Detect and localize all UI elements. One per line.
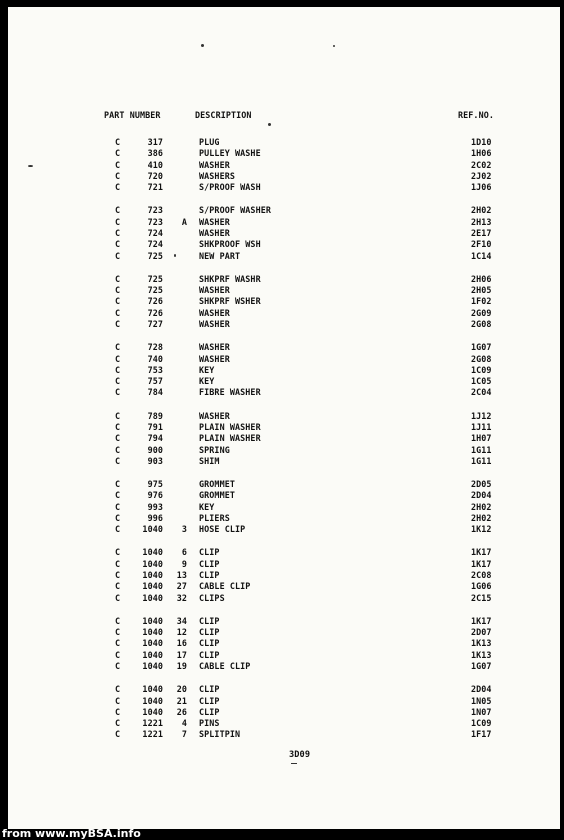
part-description: CLIPS — [199, 592, 225, 603]
part-number: 1040 — [142, 524, 163, 535]
footer-underline — [291, 763, 297, 764]
scan-speck — [333, 45, 335, 47]
part-number: 789 — [147, 410, 163, 421]
table-row — [8, 228, 560, 239]
part-description: CLIP — [199, 695, 220, 706]
table-row — [8, 171, 560, 182]
part-prefix: C — [115, 718, 121, 729]
table-row — [8, 433, 560, 444]
part-prefix: C — [115, 170, 121, 181]
ref-number: 1C09 — [471, 364, 492, 375]
part-sub-number: 34 — [176, 615, 187, 626]
part-number: 996 — [147, 512, 163, 523]
table-row — [8, 376, 560, 387]
part-prefix: C — [115, 273, 121, 284]
part-description: CLIP — [199, 615, 220, 626]
scan-speck — [174, 254, 176, 257]
table-row — [8, 570, 560, 581]
ref-number: 2H02 — [471, 501, 492, 512]
part-sub-number: 17 — [176, 649, 187, 660]
part-description: SHKPROOF WSH — [199, 239, 261, 250]
table-row — [8, 718, 560, 729]
ref-number: 1G07 — [471, 661, 492, 671]
part-description: CLIP — [199, 558, 220, 569]
part-number: 1221 — [142, 718, 163, 729]
part-description: CABLE CLIP — [199, 661, 251, 671]
part-description: SPRING — [199, 444, 230, 455]
part-sub-number: 21 — [176, 695, 187, 706]
ref-number: 1G11 — [471, 444, 492, 455]
document-page — [8, 7, 560, 829]
part-prefix: C — [115, 661, 121, 671]
part-description: PLAIN WASHER — [199, 421, 261, 432]
ref-number: 1G06 — [471, 581, 492, 592]
part-number: 721 — [147, 182, 163, 193]
part-description: PLAIN WASHER — [199, 433, 261, 444]
part-number: 1040 — [142, 695, 163, 706]
ref-number: 2G08 — [471, 353, 492, 364]
part-sub-number: A — [181, 216, 187, 227]
part-description: FIBRE WASHER — [199, 387, 261, 398]
part-prefix: C — [115, 307, 121, 318]
part-prefix: C — [115, 695, 121, 706]
table-row — [8, 148, 560, 159]
part-description: NEW PART — [199, 250, 241, 261]
ref-number: 2H05 — [471, 285, 492, 296]
table-row — [8, 182, 560, 193]
part-number: 726 — [147, 307, 163, 318]
part-prefix: C — [115, 581, 121, 592]
part-sub-number: 19 — [176, 661, 187, 671]
table-row — [8, 707, 560, 718]
part-prefix: C — [115, 501, 121, 512]
part-number: 1040 — [142, 649, 163, 660]
header-part-number: PART NUMBER — [104, 110, 161, 120]
part-number: 317 — [147, 137, 163, 147]
part-prefix: C — [115, 159, 121, 170]
part-prefix: C — [115, 364, 121, 375]
ref-number: 1J06 — [471, 182, 492, 193]
part-prefix: C — [115, 615, 121, 626]
part-prefix: C — [115, 547, 121, 558]
part-description: CLIP — [199, 684, 220, 695]
ref-number: 2D04 — [471, 490, 492, 501]
part-prefix: C — [115, 205, 121, 216]
table-row — [8, 239, 560, 250]
ref-number: 1D10 — [471, 137, 492, 147]
part-number: 993 — [147, 501, 163, 512]
table-row — [8, 319, 560, 330]
table-row — [8, 581, 560, 592]
ref-number: 2H02 — [471, 512, 492, 523]
table-row — [8, 422, 560, 433]
ref-number: 1C09 — [471, 718, 492, 729]
part-prefix: C — [115, 353, 121, 364]
part-number: 1040 — [142, 638, 163, 649]
header-ref-no: REF.NO. — [458, 110, 494, 120]
table-row — [8, 445, 560, 456]
ref-number: 2G09 — [471, 307, 492, 318]
table-row — [8, 217, 560, 228]
part-number: 976 — [147, 490, 163, 501]
part-description: SHKPRF WSHER — [199, 296, 261, 307]
table-row — [8, 559, 560, 570]
table-row — [8, 342, 560, 353]
part-prefix: C — [115, 216, 121, 227]
ref-number: 2J02 — [471, 170, 492, 181]
part-description: WASHER — [199, 342, 230, 353]
ref-number: 1H07 — [471, 433, 492, 444]
ref-number: 1K13 — [471, 649, 492, 660]
table-row — [8, 593, 560, 604]
table-row — [8, 616, 560, 627]
part-number: 1040 — [142, 615, 163, 626]
scan-speck — [28, 165, 33, 167]
table-row — [8, 456, 560, 467]
part-description: WASHERS — [199, 170, 235, 181]
part-description: CLIP — [199, 547, 220, 558]
table-row — [8, 354, 560, 365]
part-prefix: C — [115, 228, 121, 238]
part-sub-number: 4 — [181, 718, 187, 729]
part-number: 723 — [147, 216, 163, 227]
part-prefix: C — [115, 638, 121, 649]
part-prefix: C — [115, 729, 121, 740]
table-row — [8, 696, 560, 707]
ref-number: 1K13 — [471, 638, 492, 649]
part-prefix: C — [115, 319, 121, 329]
part-prefix: C — [115, 524, 121, 535]
part-description: CABLE CLIP — [199, 581, 251, 592]
part-prefix: C — [115, 627, 121, 638]
part-number: 1040 — [142, 592, 163, 603]
part-number: 1040 — [142, 558, 163, 569]
part-description: KEY — [199, 501, 215, 512]
part-number: 720 — [147, 170, 163, 181]
ref-number: 1F17 — [471, 729, 492, 740]
part-number: 740 — [147, 353, 163, 364]
ref-number: 1K12 — [471, 524, 492, 535]
part-prefix: C — [115, 558, 121, 569]
part-number: 753 — [147, 364, 163, 375]
part-number: 1040 — [142, 706, 163, 717]
ref-number: 1J11 — [471, 421, 492, 432]
part-description: SPLITPIN — [199, 729, 241, 740]
table-row — [8, 638, 560, 649]
ref-number: 2G08 — [471, 319, 492, 329]
part-sub-number: 27 — [176, 581, 187, 592]
ref-number: 1H06 — [471, 148, 492, 159]
part-description: GROMMET — [199, 479, 235, 489]
part-number: 900 — [147, 444, 163, 455]
part-description: WASHER — [199, 307, 230, 318]
part-number: 727 — [147, 319, 163, 329]
part-sub-number: 12 — [176, 627, 187, 638]
part-number: 724 — [147, 239, 163, 250]
part-number: 791 — [147, 421, 163, 432]
part-prefix: C — [115, 433, 121, 444]
ref-number: 1N05 — [471, 695, 492, 706]
part-prefix: C — [115, 285, 121, 296]
part-prefix: C — [115, 455, 121, 466]
part-sub-number: 3 — [181, 524, 187, 535]
part-sub-number: 9 — [181, 558, 187, 569]
part-prefix: C — [115, 296, 121, 307]
watermark-text: from www.myBSA.info — [2, 827, 141, 840]
ref-number: 2H06 — [471, 273, 492, 284]
part-sub-number: 32 — [176, 592, 187, 603]
part-sub-number: 7 — [181, 729, 187, 740]
part-number: 975 — [147, 479, 163, 489]
part-description: CLIP — [199, 570, 220, 580]
part-prefix: C — [115, 592, 121, 603]
ref-number: 2H02 — [471, 205, 492, 216]
part-prefix: C — [115, 387, 121, 398]
table-row — [8, 137, 560, 148]
table-row — [8, 387, 560, 398]
ref-number: 2D05 — [471, 479, 492, 489]
table-row — [8, 490, 560, 501]
part-sub-number: 26 — [176, 706, 187, 717]
table-row — [8, 627, 560, 638]
part-description: WASHER — [199, 228, 230, 238]
part-description: WASHER — [199, 319, 230, 329]
header-description: DESCRIPTION — [195, 110, 252, 120]
part-description: PULLEY WASHE — [199, 148, 261, 159]
part-number: 1040 — [142, 547, 163, 558]
table-row — [8, 205, 560, 216]
ref-number: 1G11 — [471, 455, 492, 466]
table-row — [8, 308, 560, 319]
part-description: CLIP — [199, 638, 220, 649]
part-sub-number: 20 — [176, 684, 187, 695]
part-description: KEY — [199, 364, 215, 375]
table-row — [8, 650, 560, 661]
ref-number: 2F10 — [471, 239, 492, 250]
part-prefix: C — [115, 684, 121, 695]
part-number: 724 — [147, 228, 163, 238]
table-row — [8, 502, 560, 513]
ref-number: 1K17 — [471, 615, 492, 626]
part-number: 410 — [147, 159, 163, 170]
ref-number: 2C04 — [471, 387, 492, 398]
part-number: 725 — [147, 285, 163, 296]
ref-number: 1F02 — [471, 296, 492, 307]
part-number: 1221 — [142, 729, 163, 740]
part-description: WASHER — [199, 159, 230, 170]
part-description: WASHER — [199, 216, 230, 227]
part-prefix: C — [115, 250, 121, 261]
part-description: CLIP — [199, 627, 220, 638]
part-description: HOSE CLIP — [199, 524, 246, 535]
part-number: 903 — [147, 455, 163, 466]
ref-number: 1K17 — [471, 547, 492, 558]
table-row — [8, 285, 560, 296]
part-number: 1040 — [142, 684, 163, 695]
part-description: PLIERS — [199, 512, 230, 523]
part-description: SHIM — [199, 455, 220, 466]
part-description: KEY — [199, 376, 215, 387]
ref-number: 1K17 — [471, 558, 492, 569]
parts-list — [8, 7, 560, 829]
table-row — [8, 274, 560, 285]
part-number: 1040 — [142, 661, 163, 671]
part-prefix: C — [115, 706, 121, 717]
ref-number: 1C14 — [471, 250, 492, 261]
part-number: 1040 — [142, 581, 163, 592]
ref-number: 1G07 — [471, 342, 492, 353]
ref-number: 1C05 — [471, 376, 492, 387]
part-number: 386 — [147, 148, 163, 159]
part-number: 723 — [147, 205, 163, 216]
frame-code: 3D09 — [289, 750, 311, 760]
part-prefix: C — [115, 410, 121, 421]
part-description: WASHER — [199, 410, 230, 421]
scan-speck — [268, 123, 271, 126]
part-prefix: C — [115, 239, 121, 250]
part-sub-number: 6 — [181, 547, 187, 558]
part-prefix: C — [115, 137, 121, 147]
ref-number: 2H13 — [471, 216, 492, 227]
part-number: 1040 — [142, 627, 163, 638]
part-prefix: C — [115, 342, 121, 353]
scan-speck — [201, 44, 204, 47]
table-row — [8, 513, 560, 524]
part-prefix: C — [115, 182, 121, 193]
part-description: CLIP — [199, 706, 220, 717]
table-row — [8, 729, 560, 740]
ref-number: 2D07 — [471, 627, 492, 638]
part-number: 757 — [147, 376, 163, 387]
table-row — [8, 296, 560, 307]
part-sub-number: 16 — [176, 638, 187, 649]
ref-number: 2D04 — [471, 684, 492, 695]
table-row — [8, 251, 560, 262]
part-description: GROMMET — [199, 490, 235, 501]
part-number: 728 — [147, 342, 163, 353]
part-number: 725 — [147, 273, 163, 284]
part-description: CLIP — [199, 649, 220, 660]
part-description: S/PROOF WASHER — [199, 205, 271, 216]
part-prefix: C — [115, 444, 121, 455]
part-prefix: C — [115, 570, 121, 580]
part-number: 726 — [147, 296, 163, 307]
part-prefix: C — [115, 148, 121, 159]
part-number: 794 — [147, 433, 163, 444]
part-description: WASHER — [199, 353, 230, 364]
part-number: 784 — [147, 387, 163, 398]
part-prefix: C — [115, 512, 121, 523]
ref-number: 2E17 — [471, 228, 492, 238]
part-prefix: C — [115, 490, 121, 501]
part-number: 1040 — [142, 570, 163, 580]
ref-number: 2C02 — [471, 159, 492, 170]
part-description: SHKPRF WASHR — [199, 273, 261, 284]
ref-number: 2C15 — [471, 592, 492, 603]
table-row — [8, 661, 560, 672]
ref-number: 2C08 — [471, 570, 492, 580]
part-sub-number: 13 — [176, 570, 187, 580]
ref-number: 1N07 — [471, 706, 492, 717]
part-prefix: C — [115, 649, 121, 660]
part-description: S/PROOF WASH — [199, 182, 261, 193]
table-row — [8, 365, 560, 376]
part-prefix: C — [115, 479, 121, 489]
part-prefix: C — [115, 421, 121, 432]
table-row — [8, 684, 560, 695]
table-row — [8, 524, 560, 535]
part-prefix: C — [115, 376, 121, 387]
table-row — [8, 411, 560, 422]
table-row — [8, 160, 560, 171]
table-row — [8, 547, 560, 558]
part-description: WASHER — [199, 285, 230, 296]
part-description: PINS — [199, 718, 220, 729]
part-number: 725 — [147, 250, 163, 261]
part-description: PLUG — [199, 137, 220, 147]
table-row — [8, 479, 560, 490]
ref-number: 1J12 — [471, 410, 492, 421]
